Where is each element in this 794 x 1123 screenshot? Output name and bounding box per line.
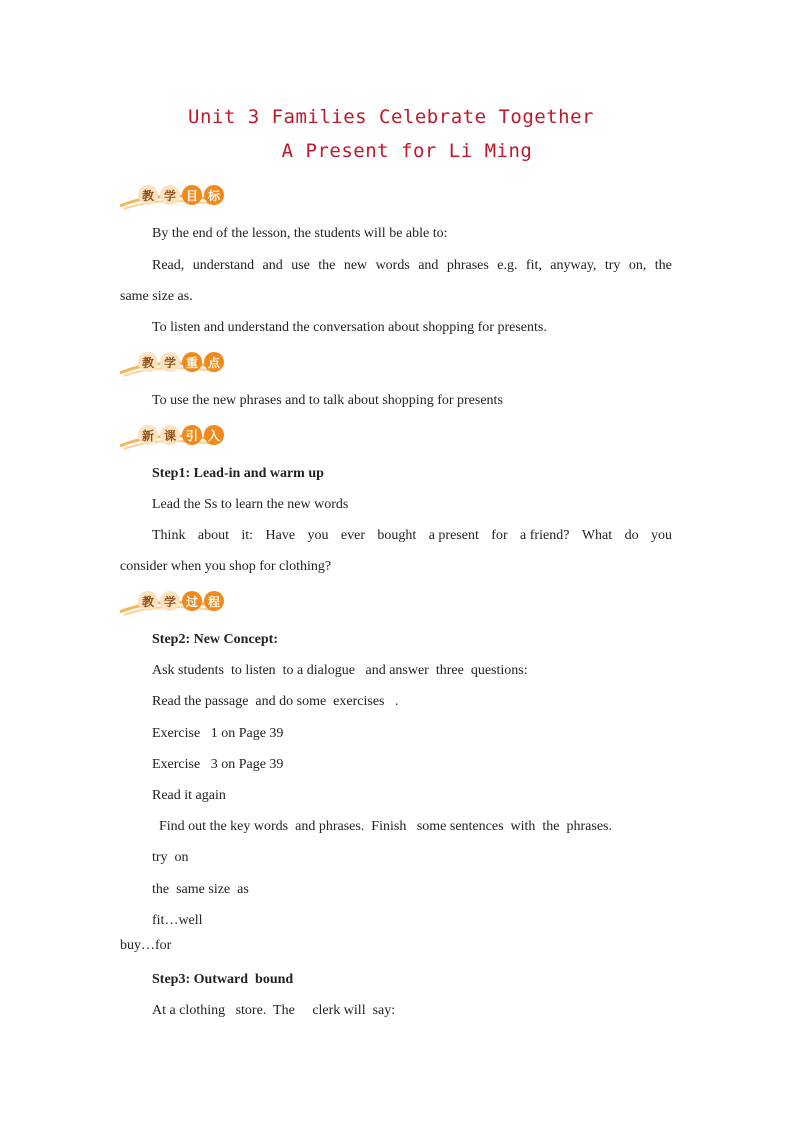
word: on, (628, 258, 647, 273)
badge-char: 教 (138, 352, 158, 372)
word: the (318, 258, 336, 273)
badge-char: 程 (204, 591, 224, 611)
step1-heading: Step1: Lead-in and warm up (152, 466, 324, 481)
process-line: At a clothing store. The clerk will say: (152, 1003, 396, 1018)
badge-char: 学 (160, 591, 180, 611)
section-badge-keypoints (118, 349, 228, 379)
intro-line-end: consider when you shop for clothing? (120, 559, 332, 574)
section-badge-objectives (118, 182, 228, 212)
word: about (197, 528, 229, 543)
badge-char: 引 (182, 425, 202, 445)
badge-char: 学 (160, 352, 180, 372)
word: new (343, 258, 368, 273)
lesson-title: A Present for Li Ming (281, 140, 533, 162)
word: ever (340, 528, 365, 543)
word: for (491, 528, 508, 543)
process-line: Exercise 3 on Page 39 (152, 757, 284, 772)
word: e.g. (497, 258, 518, 273)
objective-line: By the end of the lesson, the students will be able to: (152, 226, 448, 241)
section-badge-intro (118, 422, 228, 452)
word: What (581, 528, 613, 543)
word: the (654, 258, 672, 273)
badge-char: 课 (160, 425, 180, 445)
process-line: Find out the key words and phrases. Finish some sentences with the phrases. (152, 819, 612, 834)
section-badge-process (118, 588, 228, 618)
word: anyway, (550, 258, 597, 273)
badge-char: 教 (138, 185, 158, 205)
badge-char: 入 (204, 425, 224, 445)
word: and (262, 258, 283, 273)
step2-heading: Step2: New Concept: (152, 632, 278, 647)
step3-heading: Step3: Outward bound (152, 972, 294, 987)
process-line: fit…well (152, 913, 203, 928)
objective-line-end: same size as. (120, 289, 193, 304)
word: use (291, 258, 310, 273)
word: phrases (446, 258, 489, 273)
objective-line-justified (152, 258, 672, 274)
unit-title: Unit 3 Families Celebrate Together (188, 106, 594, 128)
objective-line: To listen and understand the conversation about shopping for presents. (152, 320, 547, 335)
process-line: try on (152, 850, 189, 865)
badge-char: 教 (138, 591, 158, 611)
word: understand (192, 258, 255, 273)
word: a present (428, 528, 479, 543)
word: try (604, 258, 621, 273)
keypoint-line: To use the new phrases and to talk about shopping for presents (152, 393, 503, 408)
word: do (624, 528, 639, 543)
word: Have (265, 528, 296, 543)
badge-char: 重 (182, 352, 202, 372)
word: Read, (152, 258, 185, 273)
word: bought (377, 528, 417, 543)
process-line-buyfor: buy…for (120, 938, 172, 953)
badge-char: 新 (138, 425, 158, 445)
word: and (418, 258, 439, 273)
word: it: (241, 528, 254, 543)
intro-line: Lead the Ss to learn the new words (152, 497, 349, 512)
badge-char: 学 (160, 185, 180, 205)
process-line: Exercise 1 on Page 39 (152, 726, 284, 741)
word: you (307, 528, 329, 543)
word: a friend? (520, 528, 570, 543)
word: words (375, 258, 410, 273)
badge-char: 过 (182, 591, 202, 611)
process-line: Ask students to listen to a dialogue and answer three questions: (152, 663, 528, 678)
word: fit, (525, 258, 542, 273)
word: you (651, 528, 672, 543)
process-line: the same size as (152, 882, 249, 897)
badge-char: 标 (204, 185, 224, 205)
badge-char: 目 (182, 185, 202, 205)
intro-line-justified (152, 528, 672, 544)
process-line: Read the passage and do some exercises . (152, 694, 399, 709)
process-line: Read it again (152, 788, 226, 803)
badge-char: 点 (204, 352, 224, 372)
word: Think (152, 528, 186, 543)
